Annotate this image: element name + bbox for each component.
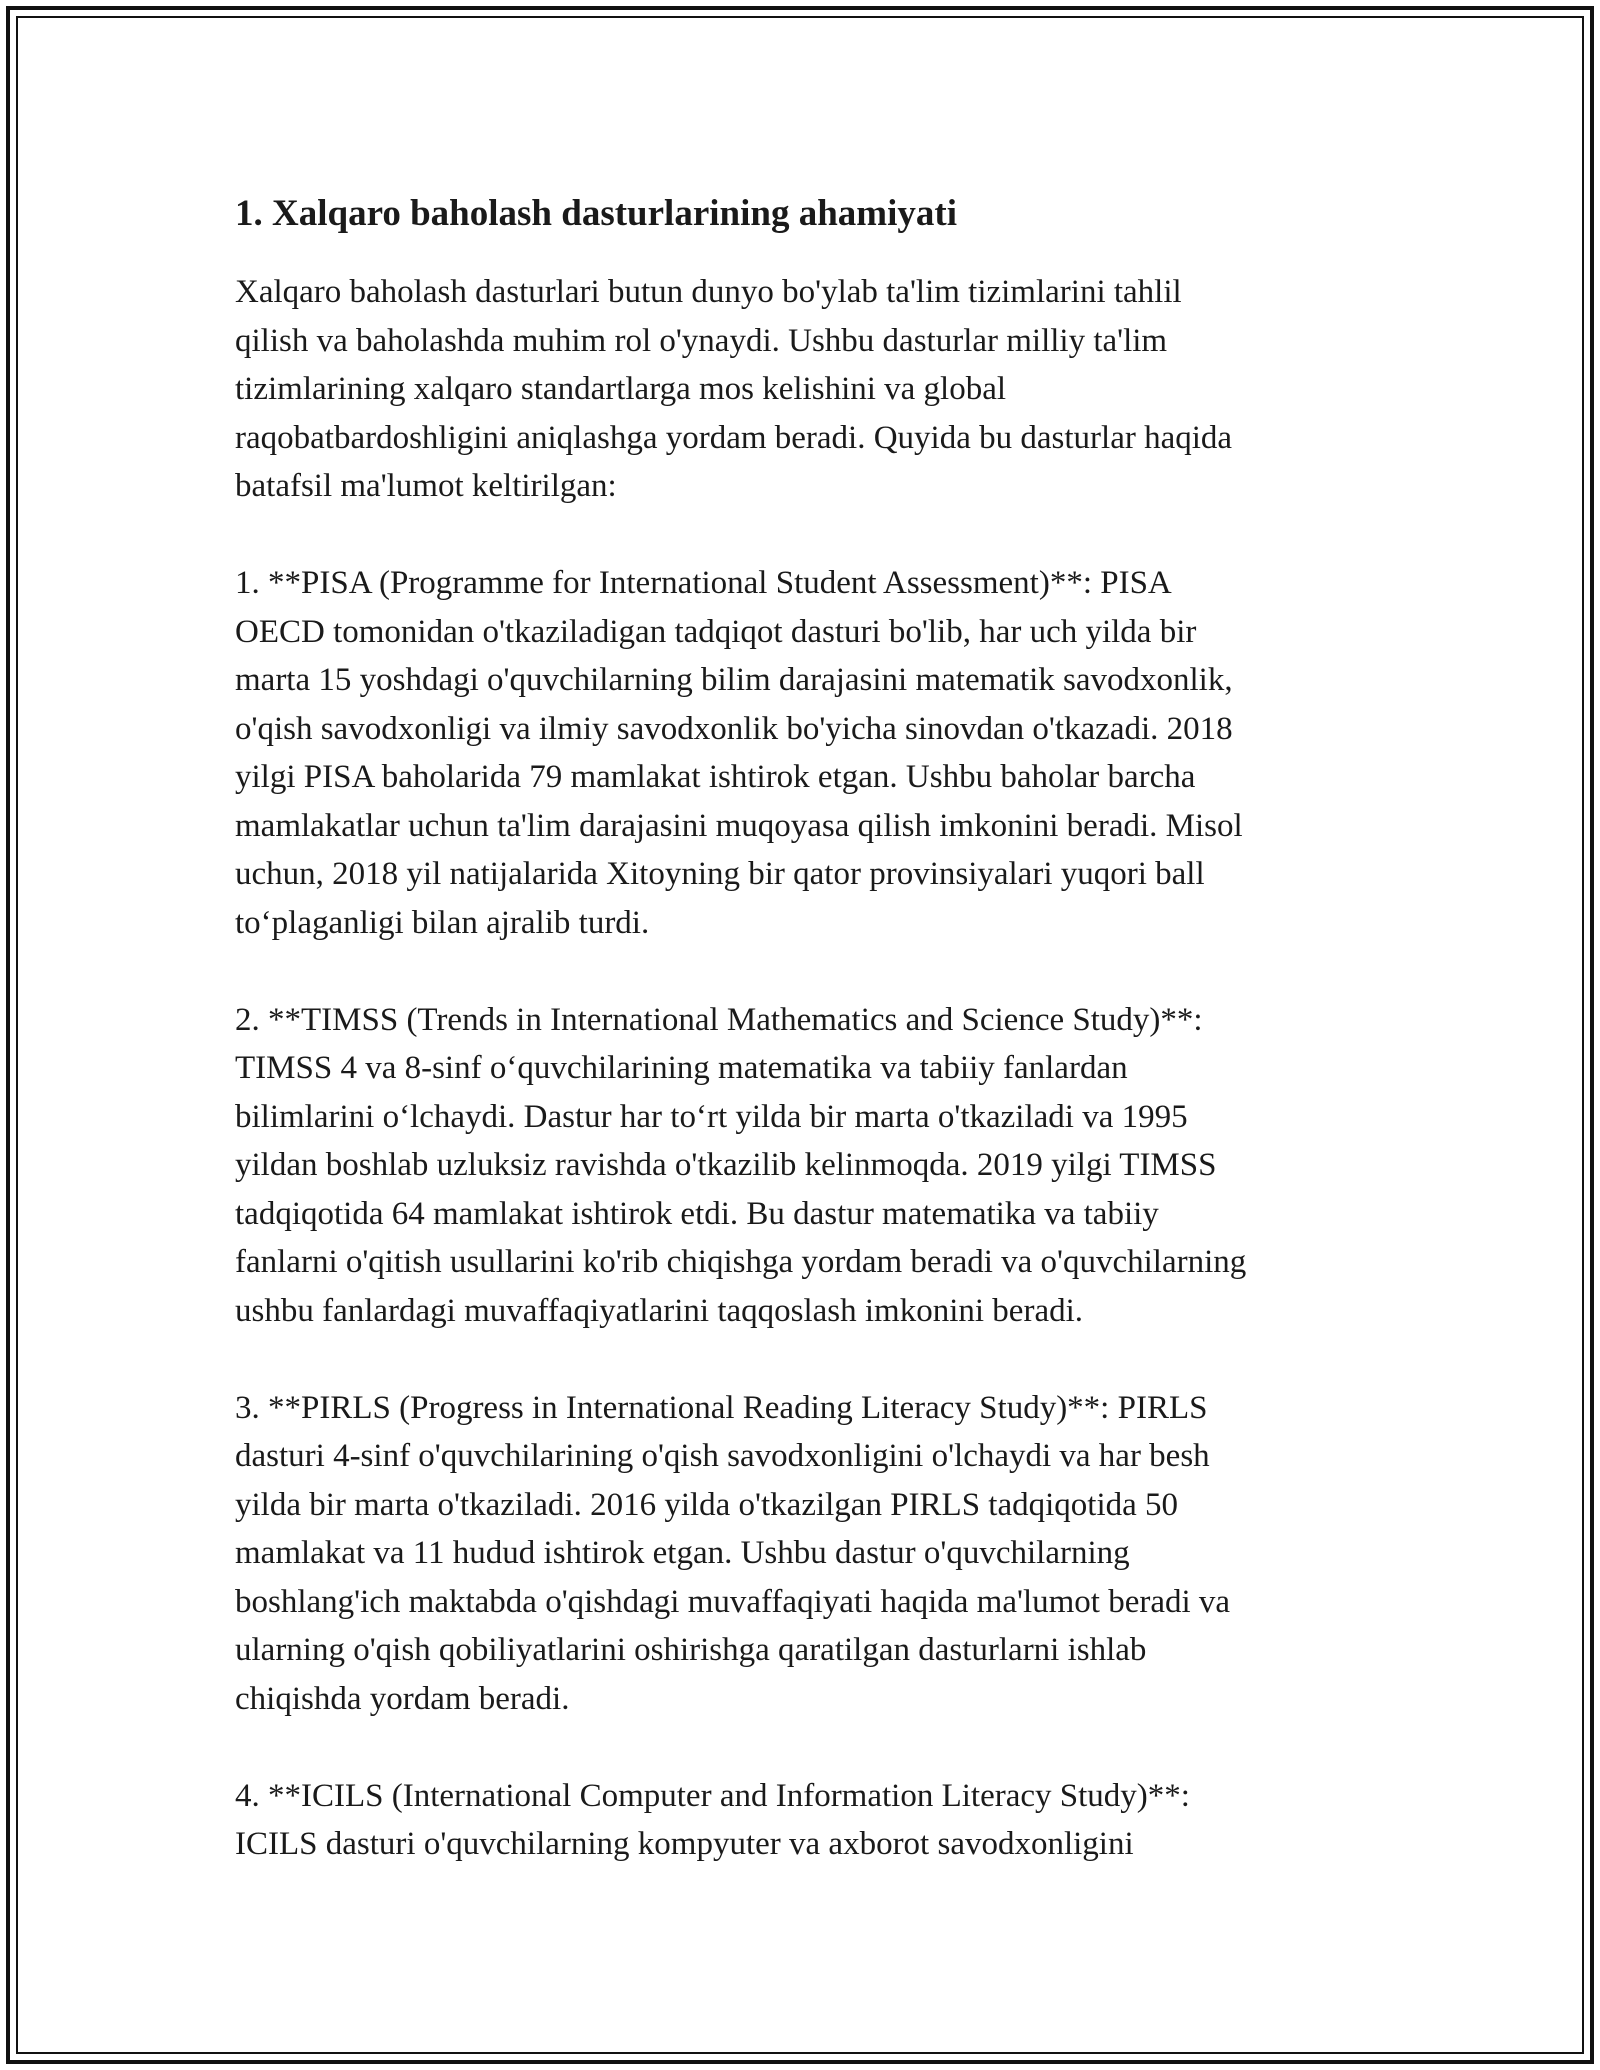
timss-paragraph: 2. **TIMSS (Trends in International Mathematics and Science Study)**: TIMSS 4 va 8-sinf o‘quvchilarining matematika va tabiiy fanlardan bilimlarini o‘lchaydi. Dastur har to‘rt yilda bir marta o'tkaziladi va 1995 yildan boshlab uzluksiz ravishda o'tkazilib kelinmoqda. 2019 yilgi TIMSS tadqiqotida 64 mamlakat ishtirok etdi. Bu dastur matematika va tabiiy fanlarni o'qitish usullarini ko'rib chiqishga yordam beradi va o'quvchilarning ushbu fanlardagi muvaffaqiyatlarini taqqoslash imkonini beradi.: [235, 1001, 1247, 1329]
icils-paragraph: 4. **ICILS (International Computer and Information Literacy Study)**: ICILS dasturi o'quvchilarning kompyuter va axborot savodxonligini: [235, 1777, 1190, 1862]
pirls-paragraph: 3. **PIRLS (Progress in International Reading Literacy Study)**: PIRLS dasturi 4-sinf o'quvchilarining o'qish savodxonligini o'lchaydi va har besh yilda bir marta o'tkaziladi. 2016 yilda o'tkazilgan PIRLS tadqiqotida 50 mamlakat va 11 hudud ishtirok etgan. Ushbu dastur o'quvchilarning boshlang'ich maktabda o'qishdagi muvaffaqiyati haqida ma'lumot beradi va ularning o'qish qobiliyatlarini oshirishga qaratilgan dasturlarni ishlab chiqishda yordam beradi.: [235, 1389, 1231, 1717]
document-body: [235, 186, 1375, 1917]
section-heading: 1. Xalqaro baholash dasturlarining ahamiyati: [235, 193, 957, 234]
pisa-paragraph: 1. **PISA (Programme for International Student Assessment)**: PISA OECD tomonidan o'tkaziladigan tadqiqot dasturi bo'lib, har uch yilda bir marta 15 yoshdagi o'quvchilarning bilim darajasini matematik savodxonlik, o'qish savodxonligi va ilmiy savodxonlik bo'yicha sinovdan o'tkazadi. 2018 yilgi PISA baholarida 79 mamlakat ishtirok etgan. Ushbu baholar barcha mamlakatlar uchun ta'lim darajasini muqoyasa qilish imkonini beradi. Misol uchun, 2018 yil natijalarida Xitoyning bir qator provinsiyalari yuqori ball to‘plaganligi bilan ajralib turdi.: [235, 565, 1243, 941]
intro-paragraph: Xalqaro baholash dasturlari butun dunyo bo'ylab ta'lim tizimlarini tahlil qilish va baholashda muhim rol o'ynaydi. Ushbu dasturlar milliy ta'lim tizimlarining xalqaro standartlarga mos kelishini va global raqobatbardoshligini aniqlashga yordam beradi. Quyida bu dasturlar haqida batafsil ma'lumot keltirilgan:: [235, 274, 1233, 504]
